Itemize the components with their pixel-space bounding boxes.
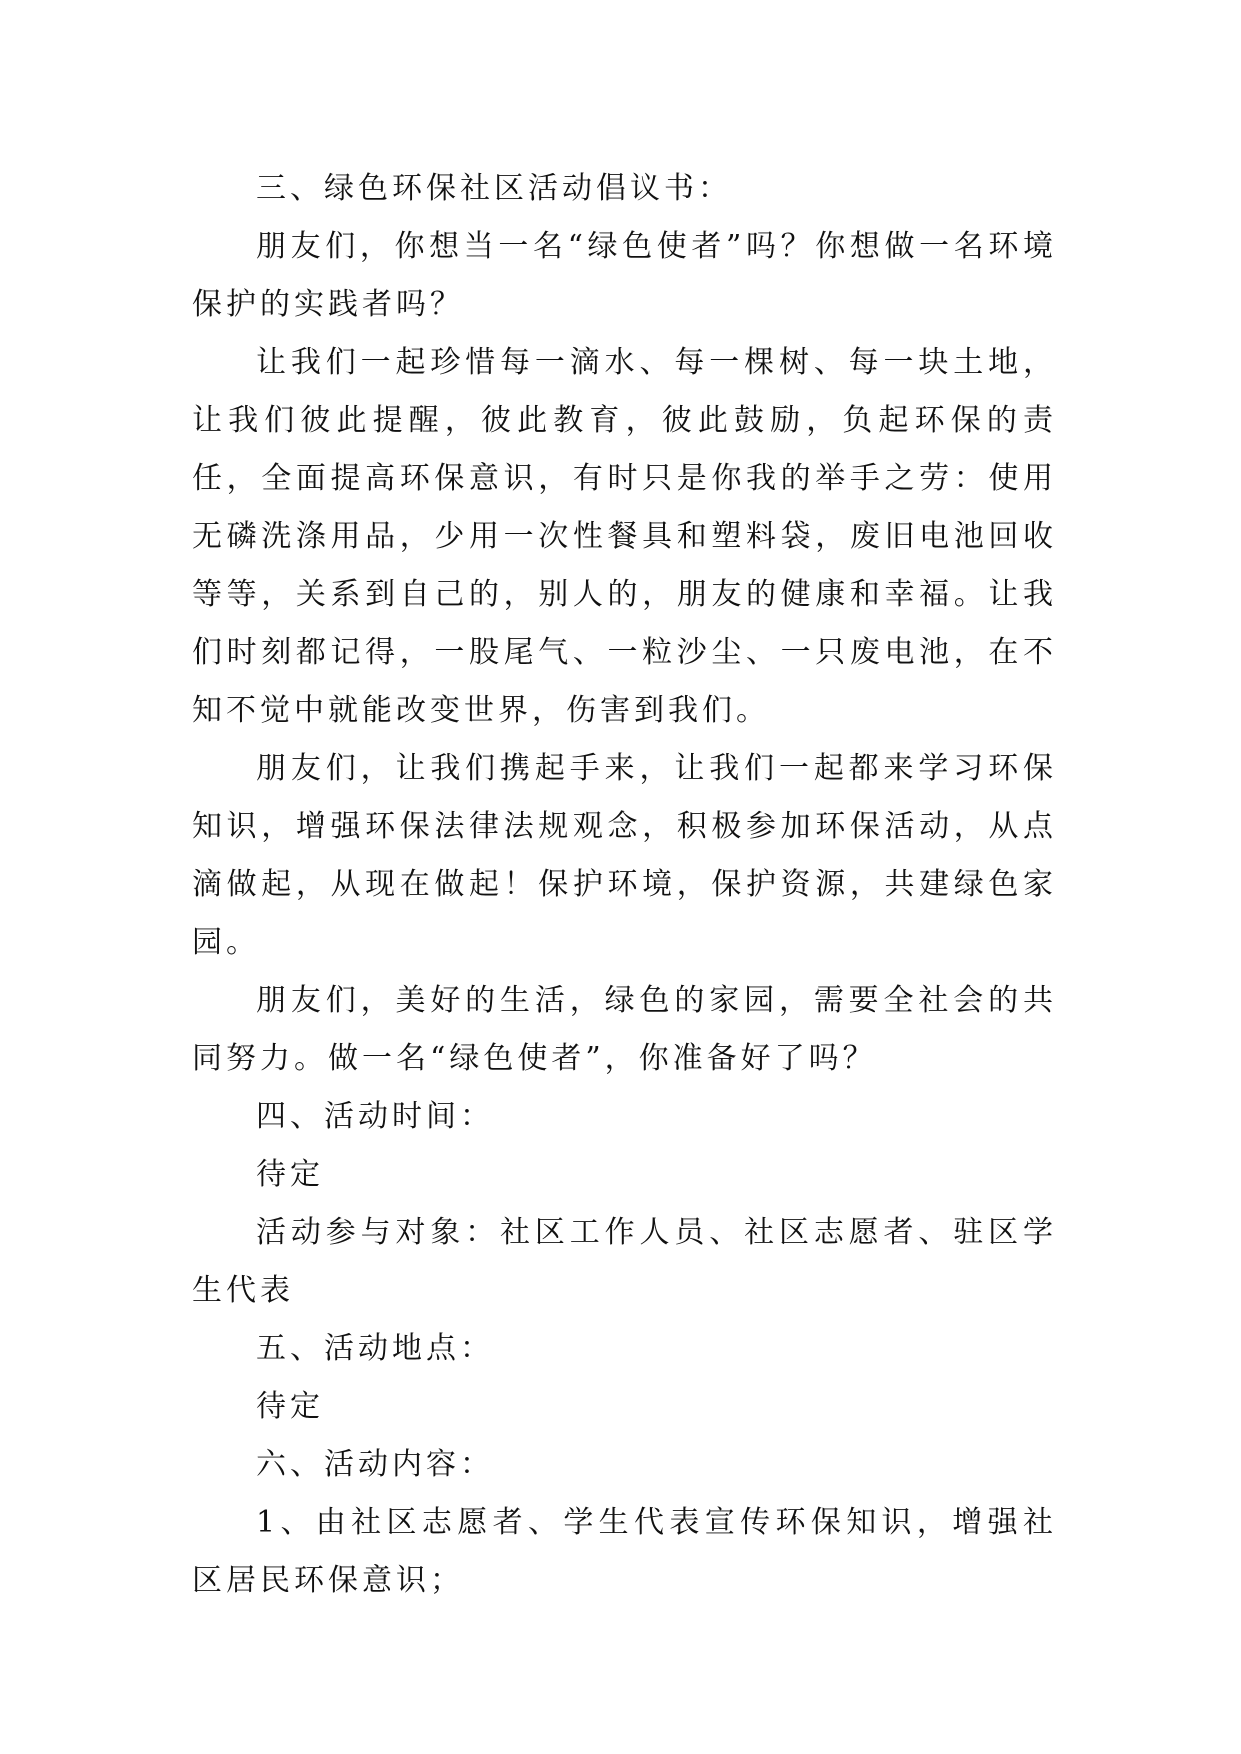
paragraph-participants: 活动参与对象：社区工作人员、社区志愿者、驻区学生代表 (192, 1215, 1057, 1308)
activity-location-value: 待定 (256, 1389, 324, 1424)
activity-time-value: 待定 (256, 1157, 324, 1192)
document-body (192, 160, 1057, 1610)
section-heading-proposal: 三、绿色环保社区活动倡议书： (256, 171, 732, 206)
paragraph-join-hands: 朋友们，让我们携起手来，让我们一起都来学习环保知识，增强环保法律法规观念，积极参加环保活动，从点滴做起，从现在做起！保护环境，保护资源，共建绿色家园。 (192, 751, 1057, 960)
paragraph-green-messenger-question: 朋友们，你想当一名“绿色使者”吗？你想做一名环境保护的实践者吗？ (192, 229, 1057, 322)
section-heading-activity-content: 六、活动内容： (256, 1447, 494, 1482)
activity-content-item-1: 1、由社区志愿者、学生代表宣传环保知识，增强社区居民环保意识； (192, 1505, 1057, 1598)
paragraph-joint-effort: 朋友们，美好的生活，绿色的家园，需要全社会的共同努力。做一名“绿色使者”，你准备好了吗？ (192, 983, 1057, 1076)
section-heading-activity-location: 五、活动地点： (256, 1331, 494, 1366)
paragraph-cherish-resources: 让我们一起珍惜每一滴水、每一棵树、每一块土地，让我们彼此提醒，彼此教育，彼此鼓励，负起环保的责任，全面提高环保意识，有时只是你我的举手之劳：使用无磷洗涤用品，少用一次性餐具和塑料袋，废旧电池回收等等，关系到自己的，别人的，朋友的健康和幸福。让我们时刻都记得，一股尾气、一粒沙尘、一只废电池，在不知不觉中就能改变世界，伤害到我们。 (192, 345, 1057, 728)
section-heading-activity-time: 四、活动时间： (256, 1099, 494, 1134)
